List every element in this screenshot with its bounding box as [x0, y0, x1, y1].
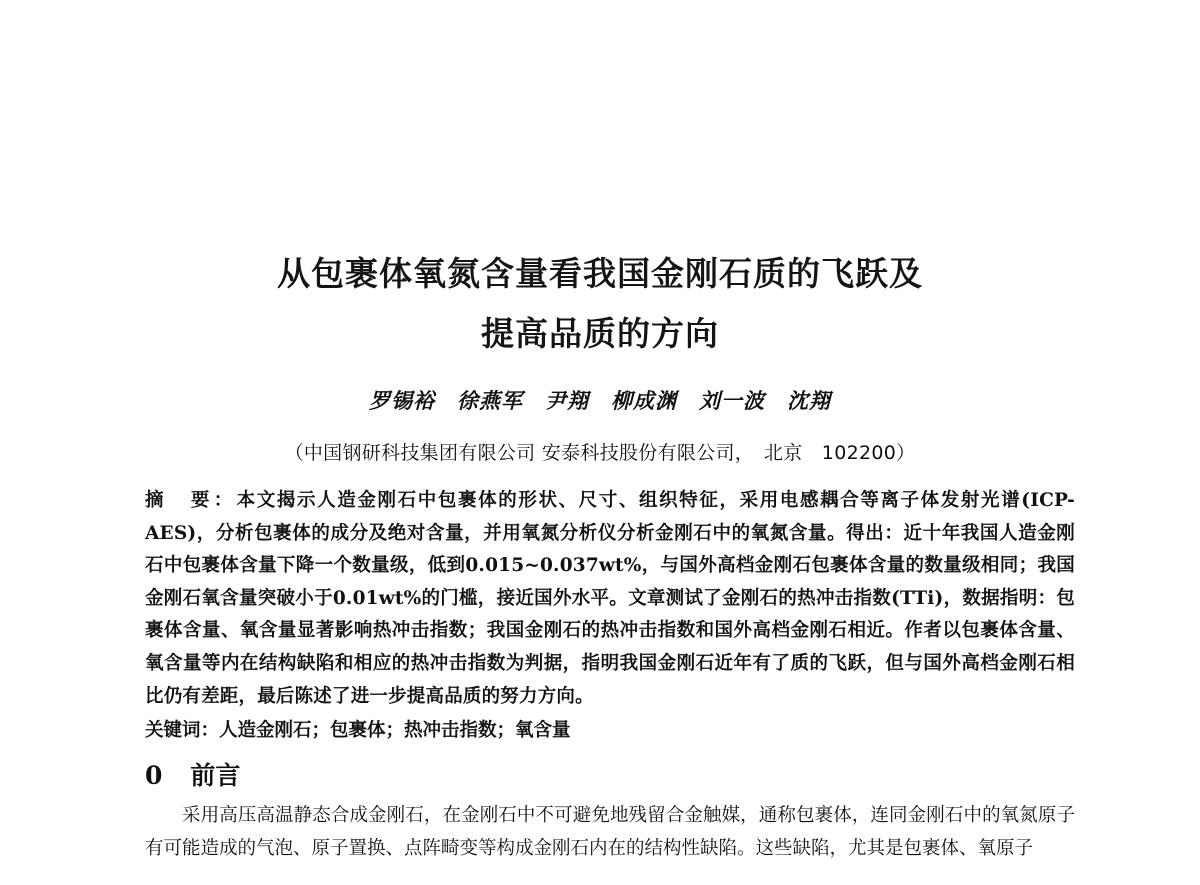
keywords-text: 人造金刚石；包裹体；热冲击指数；氧含量	[219, 720, 571, 741]
abstract-label: 摘 要：	[145, 490, 237, 511]
abstract-text: 本文揭示人造金刚石中包裹体的形状、尺寸、组织特征，采用电感耦合等离子体发射光谱(ICP-AES)，分析包裹体的成分及绝对含量，并用氧氮分析仪分析金刚石中的氧氮含量。得出：近十年我国人造金刚石中包裹体含量下降一个数量级，低到0.015~0.037wt%，与国外高档金刚石包裹体含量的数量级相同；我国金刚石氧含量突破小于0.01wt%的门槛，接近国外水平。文章测试了金刚石的热冲击指数(TTi)，数据指明：包裹体含量、氧含量显著影响热冲击指数；我国金刚石的热冲击指数和国外高档金刚石相近。作者以包裹体含量、氧含量等内在结构缺陷和相应的热冲击指数为判据，指明我国金刚石近年有了质的飞跃，但与国外高档金刚石相比仍有差距，最后陈述了进一步提高品质的努力方向。	[145, 490, 1075, 707]
keywords-label: 关键词：	[145, 720, 220, 741]
paper-title-line-2: 提高品质的方向	[481, 314, 719, 353]
section-number: 0	[145, 761, 163, 790]
author-list: 罗锡裕 徐燕军 尹翔 柳成渊 刘一波 沈翔	[369, 388, 831, 413]
keywords	[145, 715, 1075, 747]
affiliation: （中国钢研科技集团有限公司 安泰科技股份有限公司， 北京 102200）	[284, 442, 916, 464]
abstract	[145, 485, 1075, 713]
body-paragraph: 采用高压高温静态合成金刚石，在金刚石中不可避免地残留合金触媒，通称包裹体，连同金刚石中的氧氮原子有可能造成的气泡、原子置换、点阵畸变等构成金刚石内在的结构性缺陷。这些缺陷，尤其是包裹体、氧原子	[145, 805, 1075, 859]
section-title: 前言	[190, 761, 241, 790]
paper-title-line-1: 从包裹体氧氮含量看我国金刚石质的飞跃及	[277, 254, 923, 293]
section-heading	[145, 758, 240, 794]
